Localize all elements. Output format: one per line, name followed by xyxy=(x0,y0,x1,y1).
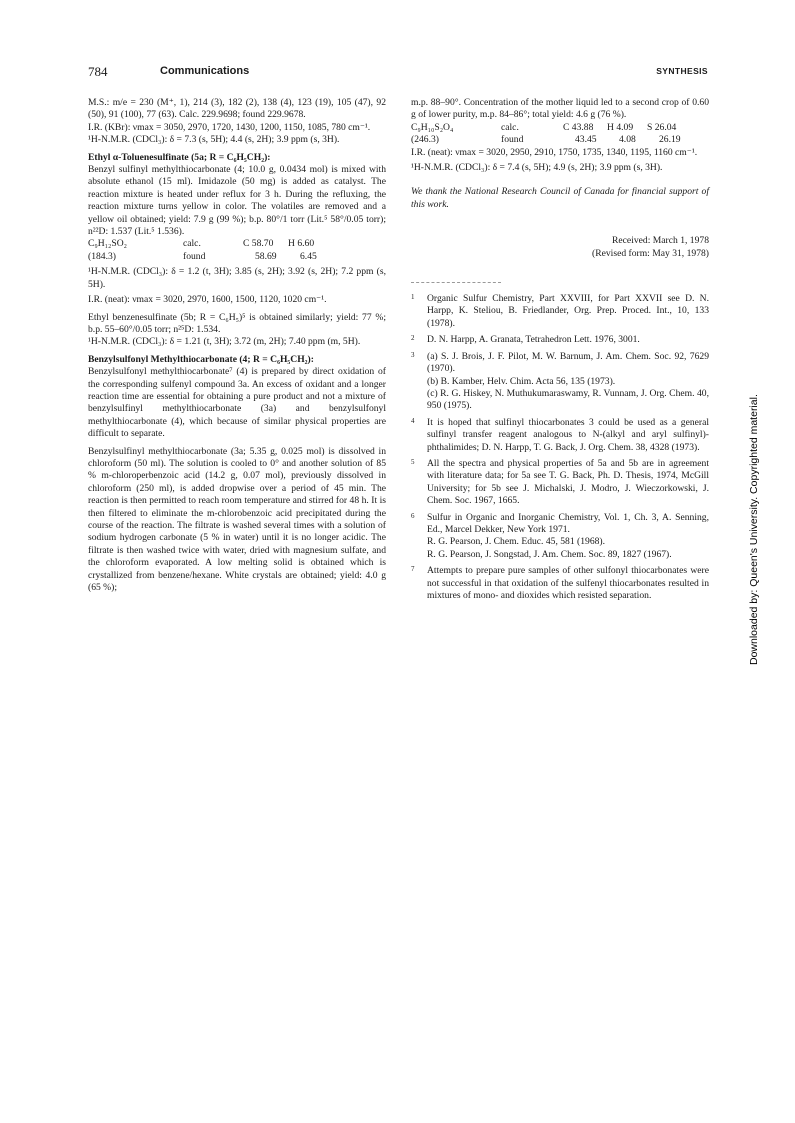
found-h: 6.45 xyxy=(300,250,317,262)
reference-number: 3 xyxy=(411,350,415,359)
heading-4: Benzylsulfonyl Methylthiocarbonate (4; R = C₆H₅CH₂): xyxy=(88,353,314,365)
molecular-weight: (246.3) xyxy=(411,134,439,146)
calc-h: H 6.60 xyxy=(288,238,315,250)
paragraph-4a: Benzylsulfonyl methylthiocarbonate⁷ (4) is prepared by direct oxidation of the corresponding sulfenyl compound 3a. An excess of oxidant and a longer reaction time are essential for obtaining a pure product and not a mixture of benzylsulfinyl methylthiocarbonate (3a) and benzylsulfonyl methylthiocarbonate (4), which because of similar physical properties are difficult to separate. xyxy=(88,366,386,440)
paragraph-4b: Benzylsulfinyl methylthiocarbonate (3a; 5.35 g, 0.025 mol) is dissolved in chloroform (50 ml). The solution is cooled to 0° and another solution of 85 % m-chloroperbenzoic acid (14.2 g, 0.07 mol), previously dissolved in chloroform (250 ml), is added dropwise over a period of 45 min. The reaction is then permitted to reach room temperature and stirred for 48 h. It is then filtered to eliminate the m-chlorobenzoic acid precipitated during the course of the reaction. The filtrate is washed several times with a solution of sodium hydrogen carbonate (5 % in water) until it is no longer acidic. The filtrate is then washed twice with water, dried with magnesium sulfate, and the chloroform evaporated. A low melting solid is obtained which is crystallized from benzene/hexane. White crystals are obtained; yield: 4.0 g (65 %); xyxy=(88,445,386,594)
received-dates xyxy=(411,235,709,260)
left-column xyxy=(88,97,386,594)
found-c: 43.45 xyxy=(575,134,597,146)
nmr-4-text: ¹H-N.M.R. (CDCl₃): δ = 7.4 (s, 5H); 4.9 (s, 2H); 3.9 ppm (s, 3H). xyxy=(411,162,663,174)
found-h: 4.08 xyxy=(619,134,636,146)
calc-label: calc. xyxy=(501,121,519,133)
page-number: 784 xyxy=(88,64,108,79)
found-label: found xyxy=(501,134,524,146)
reference-number: 6 xyxy=(411,511,415,520)
formula: C₉H₁₀S₂O₄ xyxy=(411,121,454,133)
reference-text: R. G. Pearson, J. Chem. Educ. 45, 581 (1968). xyxy=(427,536,605,548)
ir-4-text: I.R. (neat): νmax = 3020, 2950, 2910, 1750, 1735, 1340, 1195, 1160 cm⁻¹. xyxy=(411,146,698,158)
nmr-5b-text: ¹H-N.M.R. (CDCl₃): δ = 1.21 (t, 3H); 3.72 (m, 2H); 7.40 ppm (m, 5H). xyxy=(88,336,361,348)
calc-s: S 26.04 xyxy=(647,121,677,133)
analysis-table-4 xyxy=(411,122,709,147)
download-watermark: Downloaded by: Queen's University. Copyrighted material. xyxy=(748,394,760,665)
heading-5a: Ethyl α-Toluenesulfinate (5a; R = C₆H₅CH₂): xyxy=(88,151,271,163)
found-s: 26.19 xyxy=(659,134,681,146)
section-title: Communications xyxy=(160,65,250,77)
reference-item xyxy=(411,293,709,330)
reference-text: Organic Sulfur Chemistry, Part XXVIII, for Part XXVII see D. N. Harpp, K. Steliou, B. Friedlander, Org. Prep. Proced. Int., 10, 133 (1978). xyxy=(427,293,709,329)
ir-5a-text: I.R. (neat): νmax = 3020, 2970, 1600, 1500, 1120, 1020 cm⁻¹. xyxy=(88,294,327,306)
reference-number: 5 xyxy=(411,457,415,466)
reference-text: Sulfur in Organic and Inorganic Chemistry, Vol. 1, Ch. 3, A. Senning, Ed., Marcel Dekker, New York 1971. xyxy=(427,511,709,535)
calc-c: C 58.70 xyxy=(243,238,274,250)
nmr-5a-text: ¹H-N.M.R. (CDCl₃): δ = 1.2 (t, 3H); 3.85 (s, 2H); 3.92 (s, 2H); 7.2 ppm (s, 5H). xyxy=(88,266,386,290)
page-header xyxy=(88,64,708,80)
calc-label: calc. xyxy=(183,238,201,250)
reference-item xyxy=(411,565,709,602)
reference-text: D. N. Harpp, A. Granata, Tetrahedron Lett. 1976, 3001. xyxy=(427,334,640,346)
journal-name: SYNTHESIS xyxy=(656,66,708,76)
mass-spec-text: M.S.: m/e = 230 (M⁺, 1), 214 (3), 182 (2), 138 (4), 123 (19), 105 (47), 92 (50), 91 (100), 77 (63). Calc. 229.9698; found 229.9678. xyxy=(88,97,386,121)
reference-item xyxy=(411,334,709,346)
calc-c: C 43.88 xyxy=(563,121,594,133)
received-date: Received: March 1, 1978 xyxy=(612,235,709,247)
reference-text: It is hoped that sulfinyl thiocarbonates 3 could be used as a general sulfinyl transfer reagent analogous to N-(alkyl and aryl sulfinyl)-phthalimides; D. N. Harpp, T. G. Back, J. Org. Chem. 38, 4328 (1973). xyxy=(427,416,709,453)
reference-item xyxy=(411,458,709,508)
found-c: 58.69 xyxy=(255,250,277,262)
found-label: found xyxy=(183,250,206,262)
reference-text: Attempts to prepare pure samples of other sulfonyl thiocarbonates were not successful in that oxidation of the sulfenyl thiocarbonates resulted in mixtures of mono- and dioxides which resisted separation. xyxy=(427,565,709,601)
ir-text: I.R. (KBr): νmax = 3050, 2970, 1720, 1430, 1200, 1150, 1085, 780 cm⁻¹. xyxy=(88,121,371,133)
reference-item xyxy=(411,417,709,454)
reference-number: 1 xyxy=(411,293,415,302)
paragraph-5b: Ethyl benzenesulfinate (5b; R = C₆H₅)⁵ is obtained similarly; yield: 77 %; b.p. 55–60°/0.05 torr; n²⁵D: 1.534. xyxy=(88,311,386,335)
acknowledgement: We thank the National Research Council of Canada for financial support of this work. xyxy=(411,186,709,210)
reference-number: 4 xyxy=(411,416,415,425)
revised-date: (Revised form: May 31, 1978) xyxy=(592,247,709,259)
reference-item xyxy=(411,351,709,413)
footnote-divider xyxy=(411,282,501,283)
reference-number: 7 xyxy=(411,565,415,574)
reference-text: R. G. Pearson, J. Songstad, J. Am. Chem. Soc. 89, 1827 (1967). xyxy=(427,548,672,560)
nmr-text: ¹H-N.M.R. (CDCl₃): δ = 7.3 (s, 5H); 4.4 (s, 2H); 3.9 ppm (s, 3H). xyxy=(88,134,340,146)
molecular-weight: (184.3) xyxy=(88,250,116,262)
analysis-table-5a xyxy=(88,238,386,263)
reference-text: (c) R. G. Hiskey, N. Muthukumaraswamy, R. Vunnam, J. Org. Chem. 40, 950 (1975). xyxy=(427,387,709,412)
reference-text: (b) B. Kamber, Helv. Chim. Acta 56, 135 (1973). xyxy=(427,375,616,387)
reference-number: 2 xyxy=(411,334,415,343)
reference-text: (a) S. J. Brois, J. F. Pilot, M. W. Barnum, J. Am. Chem. Soc. 92, 7629 (1970). xyxy=(427,350,709,375)
calc-h: H 4.09 xyxy=(607,121,634,133)
references-list xyxy=(411,293,709,602)
paragraph-5a: Benzyl sulfinyl methylthiocarbonate (4; 10.0 g, 0.0434 mol) is mixed with absolute ethanol (15 ml). Imidazole (50 mg) is added as catalyst. The reaction mixture is heated under reflux for 3 h. During the refluxing, the reaction mixture turns yellow in color. The volatiles are removed and a yellow oil obtained; yield: 7.9 g (99 %); b.p. 80°/1 torr (Lit.⁵ 58°/0.05 torr); n²²D: 1.537 (Lit.⁵ 1.536). xyxy=(88,164,386,238)
reference-item xyxy=(411,512,709,562)
paragraph-continued: m.p. 88–90°. Concentration of the mother liquid led to a second crop of 0.60 g of lower purity, m.p. 84–86°; total yield: 4.6 g (76 %). xyxy=(411,97,709,121)
right-column xyxy=(411,97,709,606)
reference-text: All the spectra and physical properties of 5a and 5b are in agreement with literature data; for 5a see T. G. Back, Ph. D. Thesis, 1974, McGill University; for 5b see J. Michalski, J. Modro, J. Wieczorkowski, J. Chem. Soc. 1967, 1665. xyxy=(427,457,709,507)
formula: C₉H₁₂SO₂ xyxy=(88,238,127,250)
